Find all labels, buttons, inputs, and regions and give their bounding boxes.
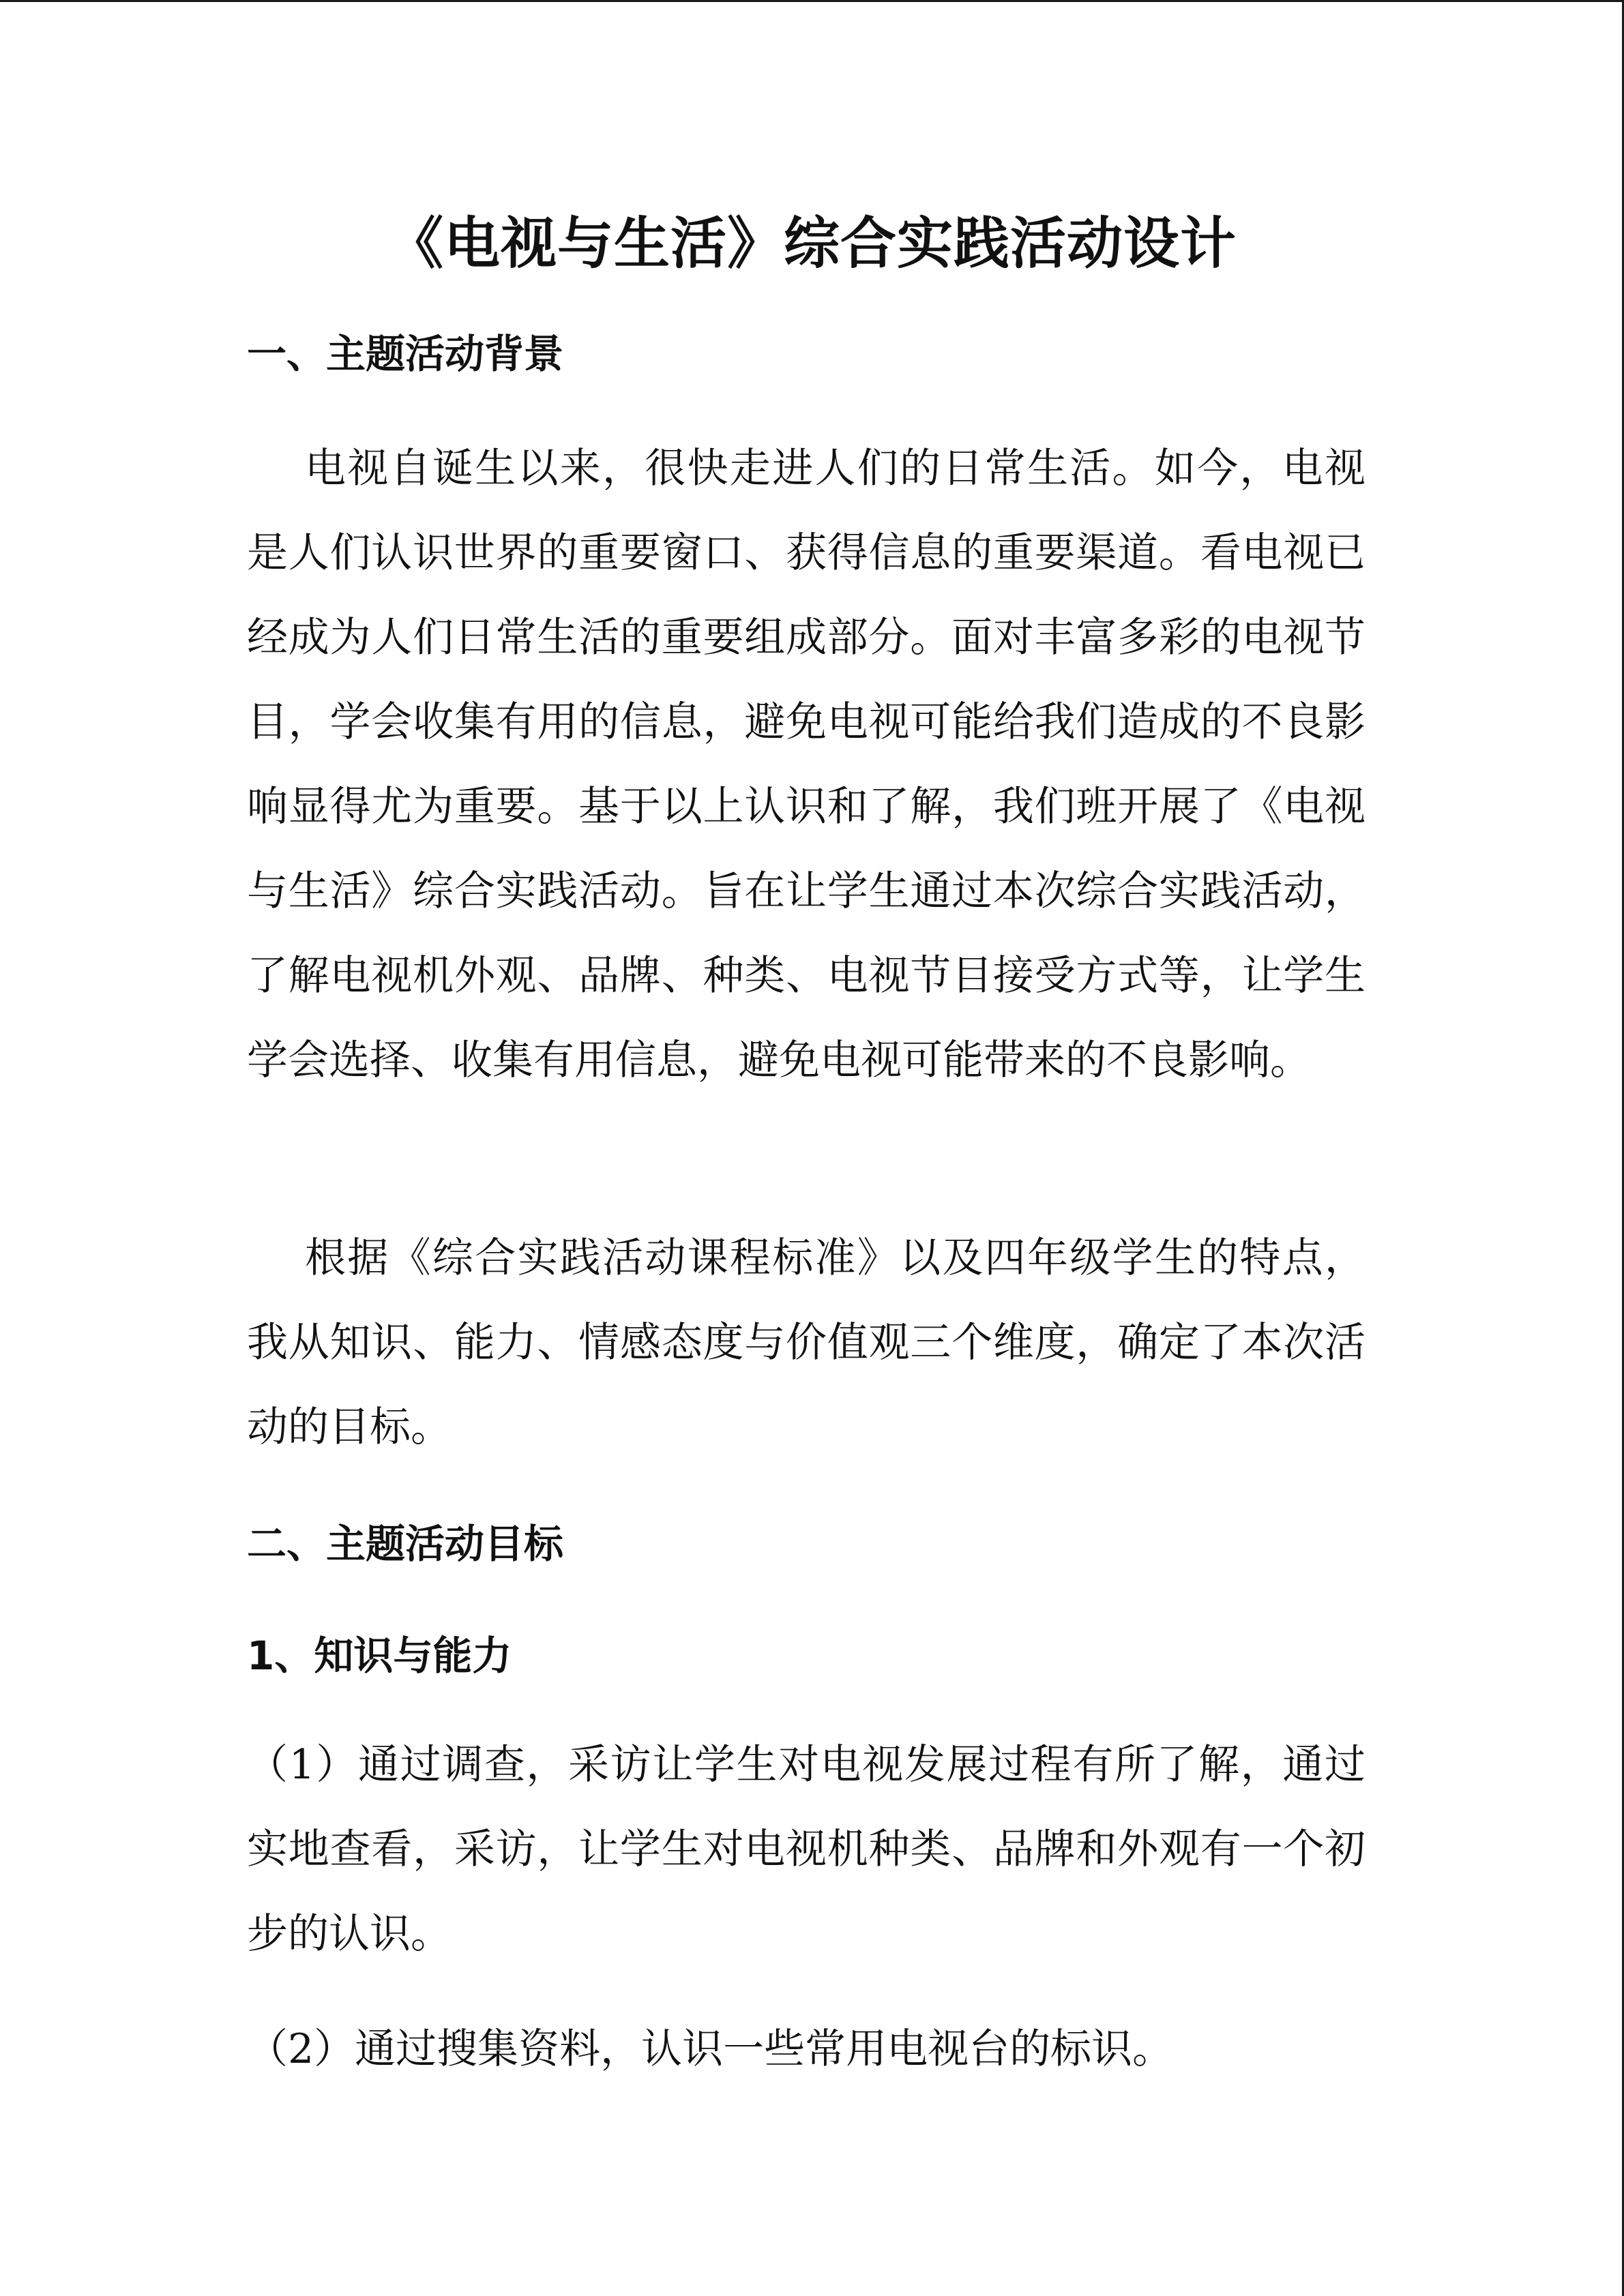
document-title: 《电视与生活》综合实践活动设计 [387,211,1237,276]
subheading-knowledge-ability: 1、知识与能力 [247,1632,512,1679]
section-heading-goals: 二、主题活动目标 [247,1521,564,1567]
goal-item-2: （2）通过搜集资料，认识一些常用电视台的标识。 [247,2025,1174,2073]
background-paragraph-2: 根据《综合实践活动课程标准》以及四年级学生的特点，我从知识、能力、情感态度与价值观三个维度，确定了本次活动的目标。 [247,1234,1365,1451]
background-paragraph-1: 电视自诞生以来，很快走进人们的日常生活。如今，电视是人们认识世界的重要窗口、获得信息的重要渠道。看电视已经成为人们日常生活的重要组成部分。面对丰富多彩的电视节目，学会收集有用的信息，避免电视可能给我们造成的不良影响显得尤为重要。基于以上认识和了解，我们班开展了《电视与生活》综合实践活动。旨在让学生通过本次综合实践活动，了解电视机外观、品牌、种类、电视节目接受方式等，让学生学会选择、收集有用信息，避免电视可能带来的不良影响。 [247,445,1365,1084]
section-heading-background: 一、主题活动背景 [247,331,564,377]
goal-item-1: （1）通过调查，采访让学生对电视发展过程有所了解，通过实地查看，采访，让学生对电视机种类、品牌和外观有一个初步的认识。 [247,1741,1365,1958]
